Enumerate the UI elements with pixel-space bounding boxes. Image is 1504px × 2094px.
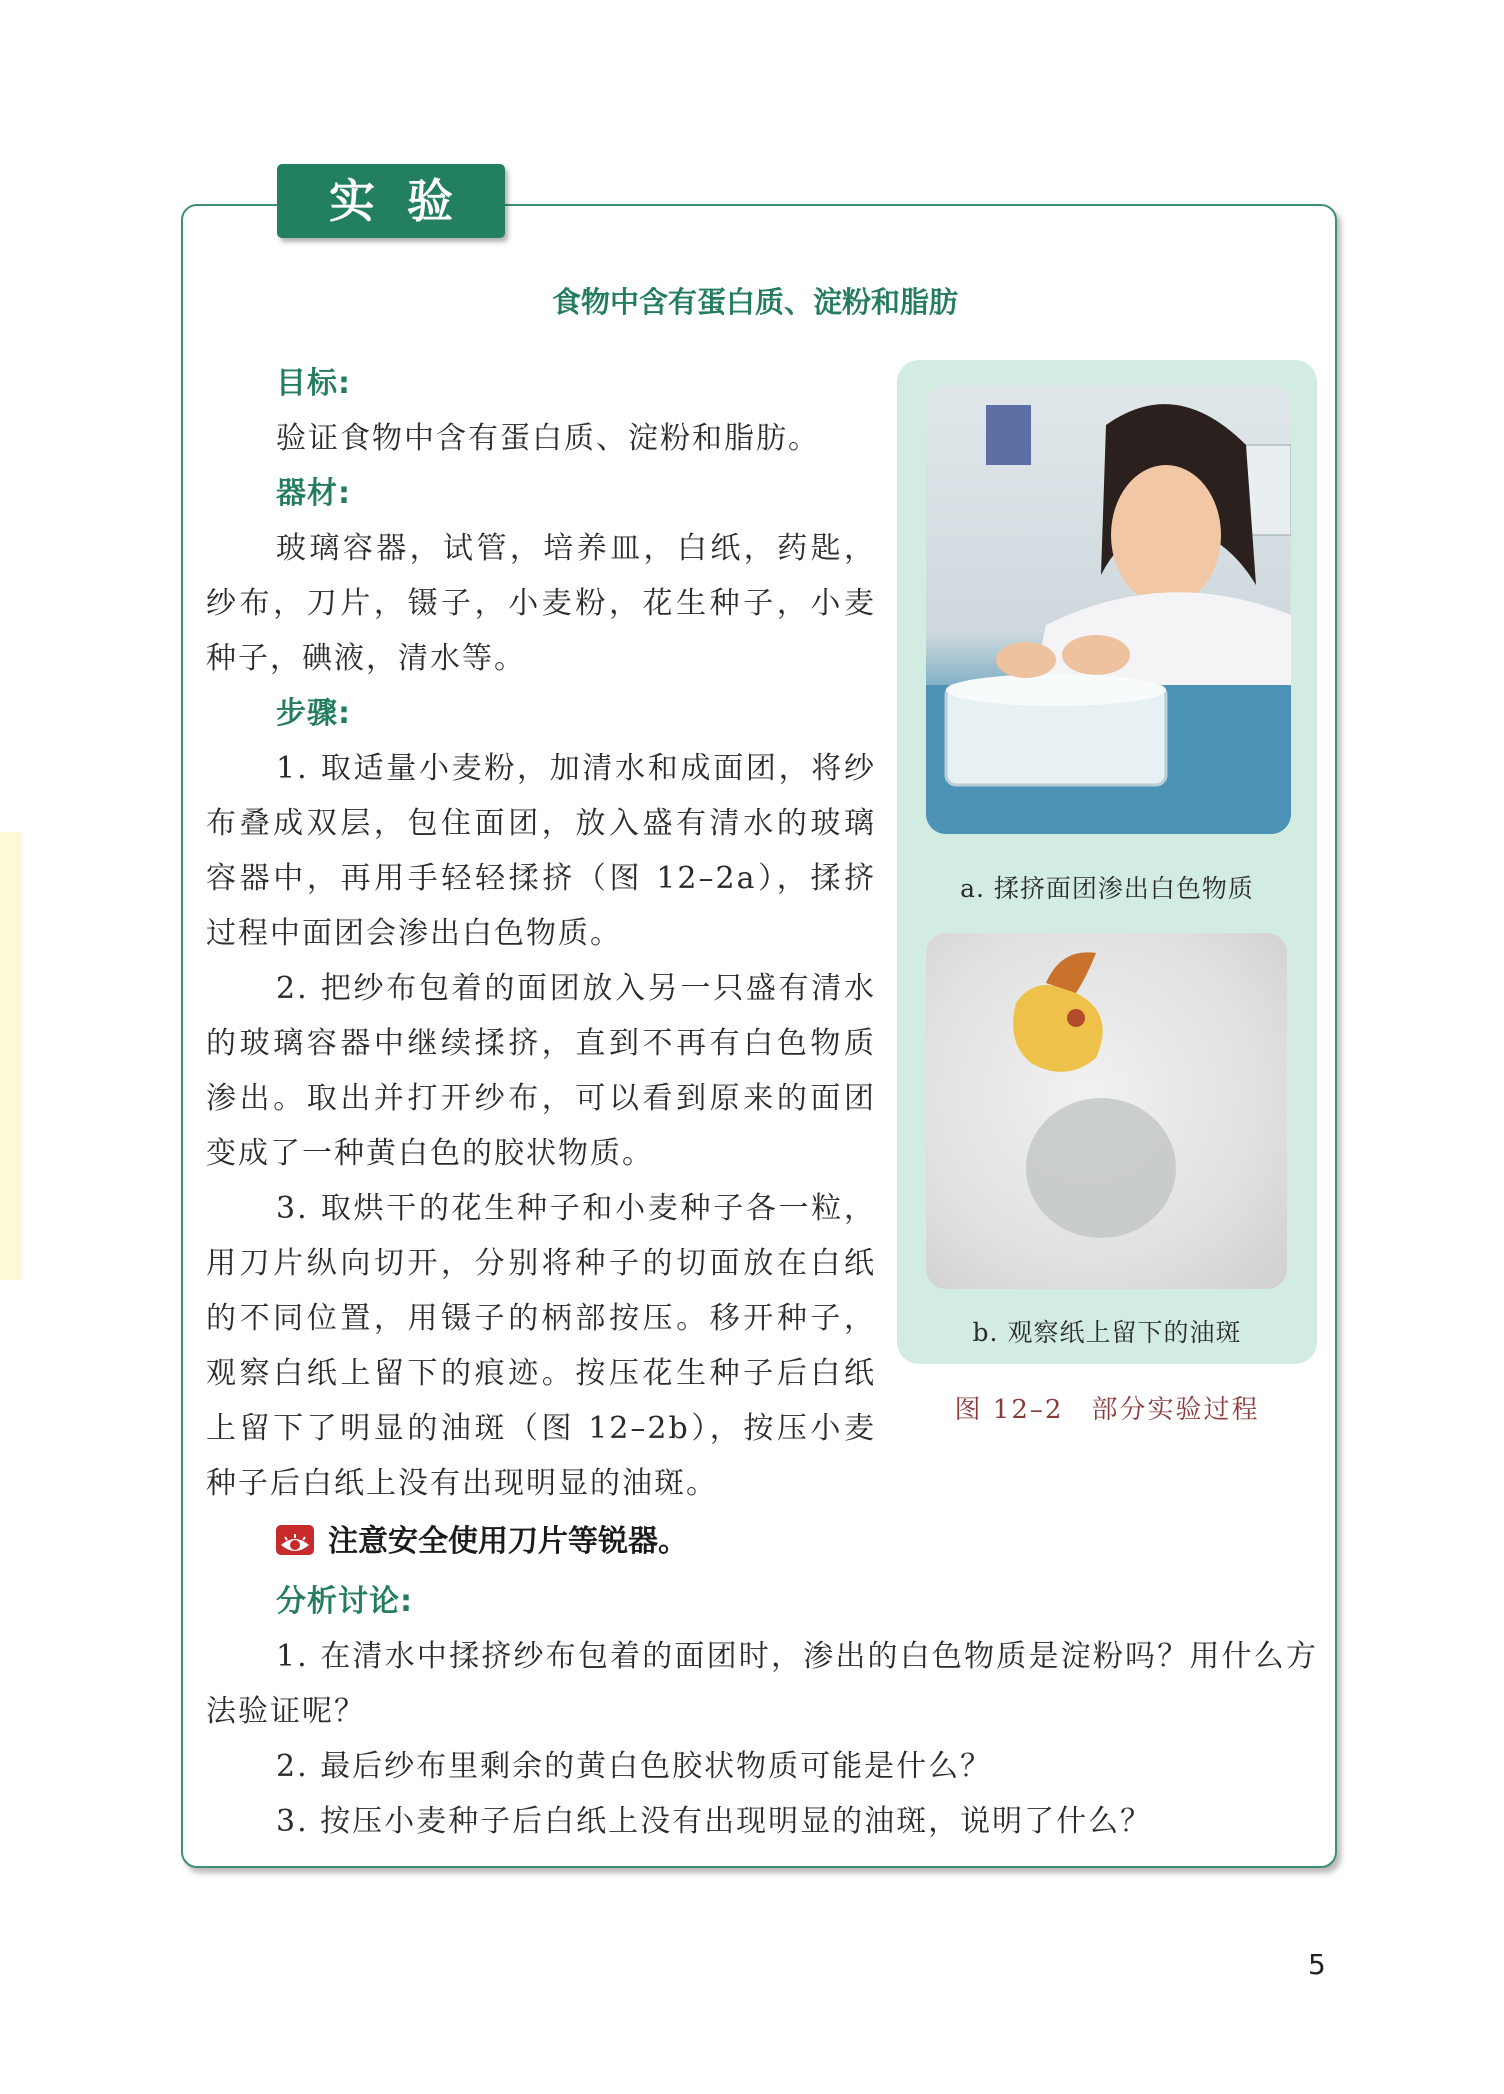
oil-spot-illustration — [926, 933, 1287, 1289]
figure-panel — [897, 360, 1317, 1364]
wall-poster — [986, 405, 1031, 465]
main-text-column — [206, 356, 876, 1511]
kneading-illustration — [926, 385, 1291, 834]
caption-a: a. 揉挤面团渗出白色物质 — [960, 874, 1254, 903]
goal-heading: 目标: — [276, 366, 351, 401]
section-tab: 实验 — [277, 164, 505, 238]
eye-glyph — [276, 1529, 314, 1559]
safety-warning — [276, 1517, 688, 1567]
step-2: 2. 把纱布包着的面团放入另一只盛有清水的玻璃容器中继续揉挤，直到不再有白色物质渗出。取出并打开纱布，可以看到原来的面团变成了一种黄白色的胶状物质。 — [206, 971, 876, 1171]
caption-b: b. 观察纸上留下的油斑 — [972, 1318, 1242, 1347]
photo-kneading-dough — [926, 385, 1291, 834]
face — [1111, 465, 1221, 605]
safety-warning-text: 注意安全使用刀片等锐器。 — [328, 1524, 688, 1559]
discussion-q3: 3. 按压小麦种子后白纸上没有出现明显的油斑，说明了什么？ — [276, 1804, 1153, 1839]
oil-spot — [1026, 1098, 1176, 1238]
discussion-q2: 2. 最后纱布里剩余的黄白色胶状物质可能是什么？ — [276, 1749, 993, 1784]
peanut-seed — [1013, 985, 1103, 1072]
discussion-q1: 1. 在清水中揉挤纱布包着的面团时，渗出的白色物质是淀粉吗？用什么方法验证呢？ — [206, 1639, 1318, 1729]
peanut-mark — [1067, 1009, 1085, 1027]
water-surface — [946, 674, 1166, 706]
goal-text: 验证食物中含有蛋白质、淀粉和脂肪。 — [276, 421, 820, 456]
experiment-title: 食物中含有蛋白质、淀粉和脂肪 — [551, 285, 958, 319]
photo-oil-spot — [926, 933, 1287, 1289]
discussion-heading: 分析讨论: — [276, 1584, 413, 1619]
materials-heading: 器材: — [276, 476, 351, 511]
step-3: 3. 取烘干的花生种子和小麦种子各一粒，用刀片纵向切开，分别将种子的切面放在白纸的不同位置，用镊子的柄部按压。移开种子，观察白纸上留下的痕迹。按压花生种子后白纸上留下了明显的油斑（图 12–2b），按压小麦种子后白纸上没有出现明显的油斑。 — [206, 1191, 876, 1501]
side-tab-strip — [0, 832, 22, 1280]
discussion-section — [206, 1574, 1318, 1849]
hand-right — [1062, 635, 1130, 675]
eye-icon — [276, 1525, 314, 1555]
wall-window — [1246, 445, 1291, 535]
step-1: 1. 取适量小麦粉，加清水和成面团，将纱布叠成双层，包住面团，放入盛有清水的玻璃容器中，再用手轻轻揉挤（图 12–2a），揉挤过程中面团会渗出白色物质。 — [206, 751, 876, 951]
materials-text: 玻璃容器，试管，培养皿，白纸，药匙，纱布，刀片，镊子，小麦粉，花生种子，小麦种子，碘液，清水等。 — [206, 531, 876, 676]
steps-heading: 步骤: — [276, 696, 351, 731]
hand-left — [996, 642, 1056, 678]
figure-caption: 图 12–2 部分实验过程 — [954, 1395, 1260, 1425]
page-number: 5 — [1308, 1948, 1326, 1981]
